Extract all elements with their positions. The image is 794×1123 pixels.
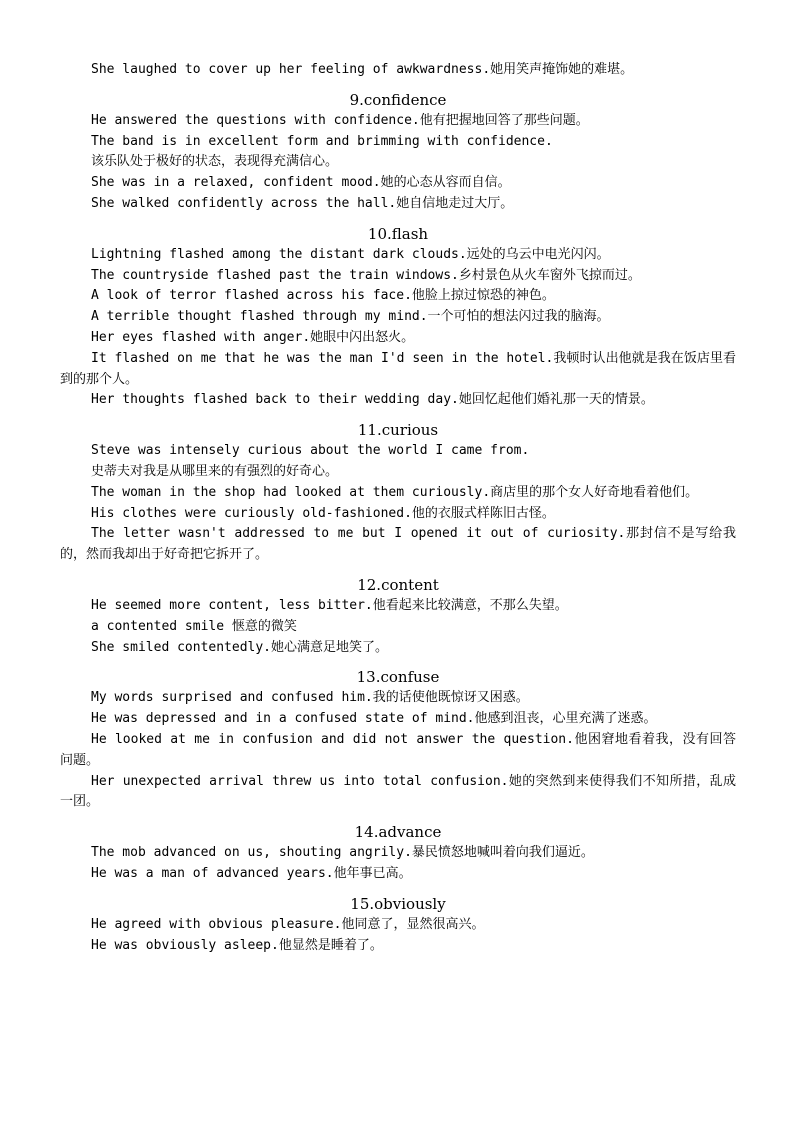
example-sentence: He was obviously asleep.他显然是睡着了。 (91, 937, 383, 953)
section (60, 667, 736, 813)
example-sentence: The letter wasn't addressed to me but I opened it out of curiosity.那封信不是写给我的，然而我却出于好奇把它拆开了。 (60, 526, 736, 563)
example-sentence: She was in a relaxed, confident mood.她的心态从容而自信。 (91, 175, 511, 191)
example-sentence: He looked at me in confusion and did not answer the question.他困窘地看着我，没有回答问题。 (60, 731, 736, 768)
example-sentence: A look of terror flashed across his face.他脸上掠过惊恐的神色。 (91, 288, 555, 304)
section (60, 224, 736, 411)
example-sentence: The mob advanced on us, shouting angrily.暴民愤怒地喊叫着向我们逼近。 (91, 845, 594, 861)
example-sentence: She smiled contentedly.她心满意足地笑了。 (91, 639, 389, 655)
section-heading: 14.advance (354, 823, 442, 842)
example-sentence: 该乐队处于极好的状态，表现得充满信心。 (91, 154, 339, 170)
example-sentence: a contented smile 惬意的微笑 (91, 618, 297, 634)
example-sentence: The countryside flashed past the train windows.乡村景色从火车窗外飞掠而过。 (91, 267, 641, 283)
section (60, 420, 736, 566)
section-heading: 9.confidence (349, 90, 447, 109)
example-sentence: Her thoughts flashed back to their wedding day.她回忆起他们婚礼那一天的情景。 (91, 392, 654, 408)
section (60, 822, 736, 885)
example-sentence: He agreed with obvious pleasure.他同意了，显然很高兴。 (91, 916, 485, 932)
section (60, 60, 736, 81)
example-sentence: She laughed to cover up her feeling of awkwardness.她用笑声掩饰她的难堪。 (91, 62, 634, 77)
example-sentence: Her unexpected arrival threw us into total confusion.她的突然到来使得我们不知所措，乱成一团。 (60, 773, 736, 810)
example-sentence: Her eyes flashed with anger.她眼中闪出怒火。 (91, 329, 415, 345)
example-sentence: Lightning flashed among the distant dark clouds.远处的乌云中电光闪闪。 (91, 246, 610, 262)
example-sentence: He answered the questions with confidence.他有把握地回答了那些问题。 (91, 112, 589, 128)
example-sentence: His clothes were curiously old-fashioned.他的衣服式样陈旧古怪。 (91, 505, 555, 521)
example-sentence: He seemed more content, less bitter.他看起来比较满意，不那么失望。 (91, 597, 568, 613)
section (60, 90, 736, 215)
section (60, 894, 736, 957)
example-sentence: He was depressed and in a confused state of mind.他感到沮丧，心里充满了迷惑。 (91, 711, 657, 727)
section-heading: 13.confuse (356, 668, 440, 687)
example-sentence: She walked confidently across the hall.她自信地走过大厅。 (91, 195, 514, 211)
example-sentence: The band is in excellent form and brimming with confidence. (91, 133, 553, 149)
section (60, 575, 736, 658)
example-sentence: The woman in the shop had looked at them curiously.商店里的那个女人好奇地看着他们。 (91, 484, 699, 500)
document-body (60, 60, 736, 956)
example-sentence: 史蒂夫对我是从哪里来的有强烈的好奇心。 (91, 463, 339, 479)
section-heading: 15.obviously (350, 894, 446, 913)
example-sentence: My words surprised and confused him.我的话使他既惊讶又困惑。 (91, 690, 529, 706)
example-sentence: He was a man of advanced years.他年事已高。 (91, 865, 412, 881)
example-sentence: Steve was intensely curious about the world I came from. (91, 443, 530, 459)
section-heading: 10.flash (367, 224, 429, 243)
section-heading: 12.content (357, 575, 439, 594)
example-sentence: It flashed on me that he was the man I'd seen in the hotel.我顿时认出他就是我在饭店里看到的那个人。 (60, 350, 736, 387)
example-sentence: A terrible thought flashed through my mind.一个可怕的想法闪过我的脑海。 (91, 309, 610, 325)
section-heading: 11.curious (357, 421, 439, 440)
